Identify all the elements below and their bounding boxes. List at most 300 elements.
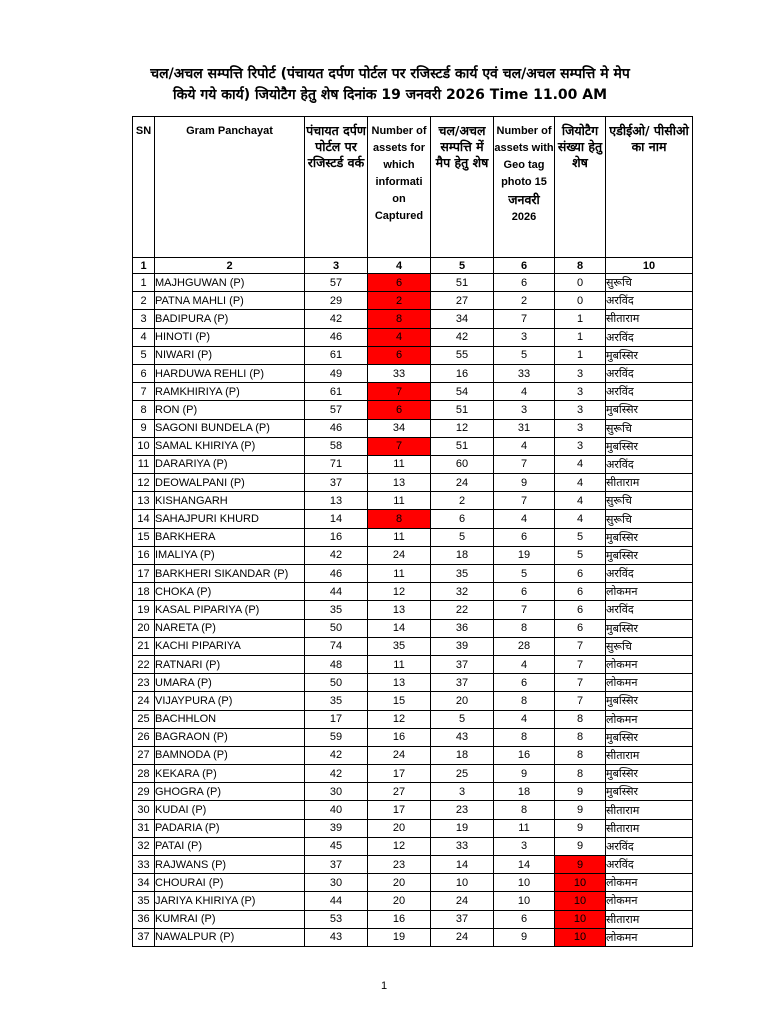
table-row bbox=[133, 510, 693, 528]
table-row bbox=[133, 601, 693, 619]
table-row bbox=[133, 401, 693, 419]
cell-registered-work: 74 bbox=[305, 637, 368, 655]
column-index-cell: 3 bbox=[305, 258, 368, 274]
table-row bbox=[133, 274, 693, 292]
table-row bbox=[133, 728, 693, 746]
cell-geotag-remaining: 3 bbox=[555, 383, 606, 401]
cell-officer: सीताराम bbox=[606, 746, 693, 764]
cell-geotag-remaining: 9 bbox=[555, 837, 606, 855]
cell-registered-work: 61 bbox=[305, 383, 368, 401]
cell-sn: 1 bbox=[133, 274, 155, 292]
cell-sn: 8 bbox=[133, 401, 155, 419]
cell-geo-tagged: 4 bbox=[494, 510, 555, 528]
cell-officer: मुबस्सिर bbox=[606, 619, 693, 637]
cell-registered-work: 49 bbox=[305, 364, 368, 382]
cell-registered-work: 46 bbox=[305, 419, 368, 437]
cell-geo-tagged: 7 bbox=[494, 455, 555, 473]
cell-officer: मुबस्सिर bbox=[606, 346, 693, 364]
cell-geotag-remaining: 8 bbox=[555, 710, 606, 728]
cell-geo-tagged: 6 bbox=[494, 910, 555, 928]
cell-sn: 13 bbox=[133, 492, 155, 510]
cell-remaining-map: 37 bbox=[431, 655, 494, 673]
cell-officer: सुरूचि bbox=[606, 419, 693, 437]
cell-gram-panchayat: RATNARI (P) bbox=[155, 655, 305, 673]
header-assets-captured: Number of assets for which informati on Captured bbox=[368, 117, 431, 258]
cell-gram-panchayat: CHOURAI (P) bbox=[155, 874, 305, 892]
cell-gram-panchayat: KUDAI (P) bbox=[155, 801, 305, 819]
cell-geo-tagged: 6 bbox=[494, 274, 555, 292]
cell-officer: लोकमन bbox=[606, 874, 693, 892]
cell-geo-tagged: 6 bbox=[494, 528, 555, 546]
cell-assets-captured: 4 bbox=[368, 328, 431, 346]
cell-remaining-map: 24 bbox=[431, 474, 494, 492]
cell-sn: 25 bbox=[133, 710, 155, 728]
table-row bbox=[133, 346, 693, 364]
cell-geo-tagged: 7 bbox=[494, 601, 555, 619]
cell-assets-captured: 7 bbox=[368, 383, 431, 401]
table-row bbox=[133, 565, 693, 583]
cell-geotag-remaining: 3 bbox=[555, 437, 606, 455]
cell-officer: अरविंद bbox=[606, 565, 693, 583]
cell-geotag-remaining: 9 bbox=[555, 801, 606, 819]
cell-registered-work: 42 bbox=[305, 310, 368, 328]
cell-officer: मुबस्सिर bbox=[606, 765, 693, 783]
cell-geo-tagged: 19 bbox=[494, 546, 555, 564]
cell-geotag-remaining: 1 bbox=[555, 346, 606, 364]
cell-assets-captured: 12 bbox=[368, 583, 431, 601]
cell-registered-work: 71 bbox=[305, 455, 368, 473]
column-index-row bbox=[133, 258, 693, 274]
cell-geotag-remaining: 9 bbox=[555, 783, 606, 801]
cell-remaining-map: 22 bbox=[431, 601, 494, 619]
cell-gram-panchayat: KISHANGARH bbox=[155, 492, 305, 510]
cell-officer: अरविंद bbox=[606, 328, 693, 346]
page-number: 1 bbox=[380, 980, 388, 992]
cell-geotag-remaining: 3 bbox=[555, 401, 606, 419]
cell-remaining-map: 19 bbox=[431, 819, 494, 837]
cell-sn: 2 bbox=[133, 292, 155, 310]
cell-registered-work: 50 bbox=[305, 674, 368, 692]
cell-sn: 19 bbox=[133, 601, 155, 619]
header-registered-work: पंचायत दर्पण पोर्टल पर रजिस्टर्ड वर्क bbox=[305, 117, 368, 258]
table-row bbox=[133, 910, 693, 928]
cell-registered-work: 46 bbox=[305, 565, 368, 583]
cell-officer: मुबस्सिर bbox=[606, 783, 693, 801]
cell-sn: 12 bbox=[133, 474, 155, 492]
cell-officer: सीताराम bbox=[606, 310, 693, 328]
cell-assets-captured: 15 bbox=[368, 692, 431, 710]
cell-assets-captured: 17 bbox=[368, 765, 431, 783]
cell-remaining-map: 24 bbox=[431, 928, 494, 946]
table-row bbox=[133, 364, 693, 382]
cell-remaining-map: 5 bbox=[431, 710, 494, 728]
cell-officer: अरविंद bbox=[606, 383, 693, 401]
cell-registered-work: 35 bbox=[305, 601, 368, 619]
cell-gram-panchayat: UMARA (P) bbox=[155, 674, 305, 692]
cell-geotag-remaining: 8 bbox=[555, 728, 606, 746]
cell-geotag-remaining: 7 bbox=[555, 655, 606, 673]
header-gram-panchayat: Gram Panchayat bbox=[155, 117, 305, 258]
cell-geotag-remaining: 0 bbox=[555, 292, 606, 310]
cell-gram-panchayat: BADIPURA (P) bbox=[155, 310, 305, 328]
cell-remaining-map: 32 bbox=[431, 583, 494, 601]
cell-remaining-map: 35 bbox=[431, 565, 494, 583]
cell-remaining-map: 27 bbox=[431, 292, 494, 310]
column-index-cell: 4 bbox=[368, 258, 431, 274]
cell-sn: 14 bbox=[133, 510, 155, 528]
cell-geo-tagged: 10 bbox=[494, 892, 555, 910]
header-geo-tag: Number of assets with Geo tag photo 15 जनवरी 2026 bbox=[494, 117, 555, 258]
cell-remaining-map: 10 bbox=[431, 874, 494, 892]
cell-gram-panchayat: CHOKA (P) bbox=[155, 583, 305, 601]
cell-assets-captured: 2 bbox=[368, 292, 431, 310]
cell-sn: 3 bbox=[133, 310, 155, 328]
cell-registered-work: 37 bbox=[305, 474, 368, 492]
cell-geo-tagged: 3 bbox=[494, 328, 555, 346]
cell-remaining-map: 34 bbox=[431, 310, 494, 328]
cell-registered-work: 39 bbox=[305, 819, 368, 837]
cell-geotag-remaining: 0 bbox=[555, 274, 606, 292]
cell-geo-tagged: 18 bbox=[494, 783, 555, 801]
table-body bbox=[133, 274, 693, 947]
cell-geo-tagged: 4 bbox=[494, 437, 555, 455]
cell-geo-tagged: 5 bbox=[494, 565, 555, 583]
column-index-cell: 1 bbox=[133, 258, 155, 274]
cell-gram-panchayat: RAJWANS (P) bbox=[155, 856, 305, 874]
cell-assets-captured: 23 bbox=[368, 856, 431, 874]
cell-officer: सुरूचि bbox=[606, 492, 693, 510]
cell-geo-tagged: 14 bbox=[494, 856, 555, 874]
cell-registered-work: 13 bbox=[305, 492, 368, 510]
cell-gram-panchayat: NAWALPUR (P) bbox=[155, 928, 305, 946]
cell-geotag-remaining: 9 bbox=[555, 856, 606, 874]
cell-assets-captured: 24 bbox=[368, 746, 431, 764]
cell-geo-tagged: 11 bbox=[494, 819, 555, 837]
cell-assets-captured: 20 bbox=[368, 892, 431, 910]
cell-registered-work: 42 bbox=[305, 546, 368, 564]
cell-sn: 30 bbox=[133, 801, 155, 819]
cell-sn: 10 bbox=[133, 437, 155, 455]
cell-officer: सीताराम bbox=[606, 819, 693, 837]
cell-assets-captured: 6 bbox=[368, 346, 431, 364]
cell-sn: 34 bbox=[133, 874, 155, 892]
cell-registered-work: 14 bbox=[305, 510, 368, 528]
cell-gram-panchayat: RAMKHIRIYA (P) bbox=[155, 383, 305, 401]
cell-assets-captured: 19 bbox=[368, 928, 431, 946]
cell-assets-captured: 35 bbox=[368, 637, 431, 655]
cell-registered-work: 45 bbox=[305, 837, 368, 855]
cell-officer: अरविंद bbox=[606, 364, 693, 382]
cell-remaining-map: 16 bbox=[431, 364, 494, 382]
cell-registered-work: 37 bbox=[305, 856, 368, 874]
cell-geo-tagged: 28 bbox=[494, 637, 555, 655]
column-index-cell: 5 bbox=[431, 258, 494, 274]
header-officer: एडीईओ/ पीसीओ का नाम bbox=[606, 117, 693, 258]
table-row bbox=[133, 328, 693, 346]
cell-registered-work: 17 bbox=[305, 710, 368, 728]
cell-gram-panchayat: KUMRAI (P) bbox=[155, 910, 305, 928]
cell-remaining-map: 18 bbox=[431, 546, 494, 564]
column-index-cell: 6 bbox=[494, 258, 555, 274]
cell-assets-captured: 16 bbox=[368, 910, 431, 928]
cell-officer: सीताराम bbox=[606, 801, 693, 819]
cell-assets-captured: 6 bbox=[368, 274, 431, 292]
cell-remaining-map: 14 bbox=[431, 856, 494, 874]
cell-gram-panchayat: HARDUWA REHLI (P) bbox=[155, 364, 305, 382]
cell-geo-tagged: 7 bbox=[494, 310, 555, 328]
cell-officer: मुबस्सिर bbox=[606, 437, 693, 455]
cell-assets-captured: 11 bbox=[368, 655, 431, 673]
cell-sn: 17 bbox=[133, 565, 155, 583]
cell-geo-tagged: 33 bbox=[494, 364, 555, 382]
cell-gram-panchayat: PADARIA (P) bbox=[155, 819, 305, 837]
table-row bbox=[133, 546, 693, 564]
cell-assets-captured: 16 bbox=[368, 728, 431, 746]
cell-officer: अरविंद bbox=[606, 601, 693, 619]
cell-officer: लोकमन bbox=[606, 892, 693, 910]
cell-assets-captured: 13 bbox=[368, 674, 431, 692]
table-row bbox=[133, 837, 693, 855]
cell-geo-tagged: 3 bbox=[494, 837, 555, 855]
cell-remaining-map: 51 bbox=[431, 274, 494, 292]
cell-remaining-map: 51 bbox=[431, 437, 494, 455]
cell-registered-work: 30 bbox=[305, 783, 368, 801]
cell-sn: 16 bbox=[133, 546, 155, 564]
cell-remaining-map: 24 bbox=[431, 892, 494, 910]
cell-geotag-remaining: 4 bbox=[555, 492, 606, 510]
cell-assets-captured: 8 bbox=[368, 510, 431, 528]
cell-gram-panchayat: JARIYA KHIRIYA (P) bbox=[155, 892, 305, 910]
cell-gram-panchayat: IMALIYA (P) bbox=[155, 546, 305, 564]
cell-geotag-remaining: 6 bbox=[555, 565, 606, 583]
cell-registered-work: 43 bbox=[305, 928, 368, 946]
table-row bbox=[133, 874, 693, 892]
cell-gram-panchayat: KASAL PIPARIYA (P) bbox=[155, 601, 305, 619]
cell-registered-work: 42 bbox=[305, 746, 368, 764]
table-row bbox=[133, 619, 693, 637]
cell-geotag-remaining: 4 bbox=[555, 455, 606, 473]
cell-remaining-map: 39 bbox=[431, 637, 494, 655]
cell-gram-panchayat: PATNA MAHLI (P) bbox=[155, 292, 305, 310]
table-row bbox=[133, 783, 693, 801]
cell-registered-work: 29 bbox=[305, 292, 368, 310]
cell-registered-work: 40 bbox=[305, 801, 368, 819]
cell-remaining-map: 51 bbox=[431, 401, 494, 419]
cell-sn: 37 bbox=[133, 928, 155, 946]
cell-sn: 5 bbox=[133, 346, 155, 364]
cell-registered-work: 58 bbox=[305, 437, 368, 455]
cell-geotag-remaining: 6 bbox=[555, 601, 606, 619]
cell-registered-work: 50 bbox=[305, 619, 368, 637]
table-row bbox=[133, 455, 693, 473]
cell-gram-panchayat: BARKHERI SIKANDAR (P) bbox=[155, 565, 305, 583]
cell-sn: 7 bbox=[133, 383, 155, 401]
cell-geo-tagged: 10 bbox=[494, 874, 555, 892]
table-row bbox=[133, 928, 693, 946]
cell-registered-work: 48 bbox=[305, 655, 368, 673]
cell-assets-captured: 12 bbox=[368, 710, 431, 728]
cell-remaining-map: 55 bbox=[431, 346, 494, 364]
cell-geo-tagged: 2 bbox=[494, 292, 555, 310]
cell-assets-captured: 27 bbox=[368, 783, 431, 801]
cell-officer: सुरूचि bbox=[606, 510, 693, 528]
table-row bbox=[133, 746, 693, 764]
cell-sn: 4 bbox=[133, 328, 155, 346]
cell-assets-captured: 11 bbox=[368, 492, 431, 510]
cell-officer: अरविंद bbox=[606, 837, 693, 855]
cell-remaining-map: 42 bbox=[431, 328, 494, 346]
cell-geo-tagged: 6 bbox=[494, 674, 555, 692]
cell-remaining-map: 2 bbox=[431, 492, 494, 510]
column-index-cell: 10 bbox=[606, 258, 693, 274]
cell-registered-work: 44 bbox=[305, 892, 368, 910]
cell-gram-panchayat: DARARIYA (P) bbox=[155, 455, 305, 473]
cell-geotag-remaining: 3 bbox=[555, 419, 606, 437]
cell-officer: लोकमन bbox=[606, 928, 693, 946]
cell-assets-captured: 14 bbox=[368, 619, 431, 637]
cell-gram-panchayat: BACHHLON bbox=[155, 710, 305, 728]
cell-assets-captured: 13 bbox=[368, 601, 431, 619]
table-row bbox=[133, 419, 693, 437]
cell-officer: मुबस्सिर bbox=[606, 728, 693, 746]
cell-geo-tagged: 8 bbox=[494, 619, 555, 637]
cell-remaining-map: 37 bbox=[431, 674, 494, 692]
cell-assets-captured: 13 bbox=[368, 474, 431, 492]
table-row bbox=[133, 655, 693, 673]
cell-assets-captured: 17 bbox=[368, 801, 431, 819]
cell-geotag-remaining: 10 bbox=[555, 874, 606, 892]
report-table bbox=[132, 116, 693, 947]
cell-officer: लोकमन bbox=[606, 655, 693, 673]
cell-remaining-map: 43 bbox=[431, 728, 494, 746]
cell-geotag-remaining: 7 bbox=[555, 674, 606, 692]
cell-geotag-remaining: 9 bbox=[555, 819, 606, 837]
cell-registered-work: 44 bbox=[305, 583, 368, 601]
cell-sn: 32 bbox=[133, 837, 155, 855]
table-row bbox=[133, 292, 693, 310]
table-row bbox=[133, 310, 693, 328]
header-row bbox=[133, 117, 693, 258]
table-row bbox=[133, 383, 693, 401]
cell-officer: मुबस्सिर bbox=[606, 528, 693, 546]
cell-sn: 35 bbox=[133, 892, 155, 910]
cell-remaining-map: 5 bbox=[431, 528, 494, 546]
cell-gram-panchayat: RON (P) bbox=[155, 401, 305, 419]
cell-geotag-remaining: 1 bbox=[555, 310, 606, 328]
cell-officer: सीताराम bbox=[606, 910, 693, 928]
cell-assets-captured: 11 bbox=[368, 528, 431, 546]
cell-geo-tagged: 8 bbox=[494, 801, 555, 819]
cell-sn: 21 bbox=[133, 637, 155, 655]
cell-geo-tagged: 31 bbox=[494, 419, 555, 437]
cell-gram-panchayat: NARETA (P) bbox=[155, 619, 305, 637]
cell-gram-panchayat: NIWARI (P) bbox=[155, 346, 305, 364]
cell-officer: सुरूचि bbox=[606, 274, 693, 292]
cell-officer: सीताराम bbox=[606, 474, 693, 492]
cell-sn: 15 bbox=[133, 528, 155, 546]
cell-officer: सुरूचि bbox=[606, 637, 693, 655]
cell-remaining-map: 37 bbox=[431, 910, 494, 928]
cell-geotag-remaining: 1 bbox=[555, 328, 606, 346]
cell-geotag-remaining: 4 bbox=[555, 474, 606, 492]
table-row bbox=[133, 692, 693, 710]
header-remaining-map: चल/अचल सम्पत्ति में मैप हेतु शेष bbox=[431, 117, 494, 258]
cell-officer: लोकमन bbox=[606, 674, 693, 692]
header-sn: SN bbox=[133, 117, 155, 258]
cell-sn: 31 bbox=[133, 819, 155, 837]
cell-registered-work: 16 bbox=[305, 528, 368, 546]
cell-sn: 11 bbox=[133, 455, 155, 473]
cell-geotag-remaining: 3 bbox=[555, 364, 606, 382]
cell-geo-tagged: 4 bbox=[494, 710, 555, 728]
cell-officer: मुबस्सिर bbox=[606, 692, 693, 710]
cell-geotag-remaining: 10 bbox=[555, 928, 606, 946]
table-row bbox=[133, 437, 693, 455]
cell-assets-captured: 11 bbox=[368, 565, 431, 583]
cell-assets-captured: 24 bbox=[368, 546, 431, 564]
cell-gram-panchayat: BAGRAON (P) bbox=[155, 728, 305, 746]
cell-geo-tagged: 4 bbox=[494, 655, 555, 673]
cell-registered-work: 61 bbox=[305, 346, 368, 364]
cell-gram-panchayat: MAJHGUWAN (P) bbox=[155, 274, 305, 292]
cell-gram-panchayat: BARKHERA bbox=[155, 528, 305, 546]
table-row bbox=[133, 583, 693, 601]
cell-gram-panchayat: BAMNODA (P) bbox=[155, 746, 305, 764]
cell-gram-panchayat: VIJAYPURA (P) bbox=[155, 692, 305, 710]
cell-assets-captured: 6 bbox=[368, 401, 431, 419]
column-index-cell: 2 bbox=[155, 258, 305, 274]
table-row bbox=[133, 801, 693, 819]
cell-sn: 27 bbox=[133, 746, 155, 764]
cell-assets-captured: 11 bbox=[368, 455, 431, 473]
cell-remaining-map: 25 bbox=[431, 765, 494, 783]
table-row bbox=[133, 819, 693, 837]
cell-remaining-map: 3 bbox=[431, 783, 494, 801]
cell-gram-panchayat: KEKARA (P) bbox=[155, 765, 305, 783]
cell-gram-panchayat: SAHAJPURI KHURD bbox=[155, 510, 305, 528]
cell-geo-tagged: 9 bbox=[494, 474, 555, 492]
cell-assets-captured: 12 bbox=[368, 837, 431, 855]
cell-geo-tagged: 4 bbox=[494, 383, 555, 401]
cell-remaining-map: 33 bbox=[431, 837, 494, 855]
cell-registered-work: 42 bbox=[305, 765, 368, 783]
cell-officer: मुबस्सिर bbox=[606, 546, 693, 564]
cell-geo-tagged: 9 bbox=[494, 765, 555, 783]
cell-registered-work: 53 bbox=[305, 910, 368, 928]
cell-registered-work: 57 bbox=[305, 401, 368, 419]
cell-registered-work: 59 bbox=[305, 728, 368, 746]
cell-sn: 18 bbox=[133, 583, 155, 601]
table-row bbox=[133, 528, 693, 546]
cell-officer: मुबस्सिर bbox=[606, 401, 693, 419]
cell-sn: 9 bbox=[133, 419, 155, 437]
cell-registered-work: 30 bbox=[305, 874, 368, 892]
cell-sn: 6 bbox=[133, 364, 155, 382]
cell-geotag-remaining: 6 bbox=[555, 583, 606, 601]
cell-sn: 23 bbox=[133, 674, 155, 692]
cell-assets-captured: 33 bbox=[368, 364, 431, 382]
cell-officer: अरविंद bbox=[606, 856, 693, 874]
cell-gram-panchayat: PATAI (P) bbox=[155, 837, 305, 855]
cell-remaining-map: 20 bbox=[431, 692, 494, 710]
cell-registered-work: 35 bbox=[305, 692, 368, 710]
cell-remaining-map: 18 bbox=[431, 746, 494, 764]
table-row bbox=[133, 765, 693, 783]
cell-remaining-map: 12 bbox=[431, 419, 494, 437]
table-row bbox=[133, 710, 693, 728]
cell-geo-tagged: 7 bbox=[494, 492, 555, 510]
cell-gram-panchayat: KACHI PIPARIYA bbox=[155, 637, 305, 655]
